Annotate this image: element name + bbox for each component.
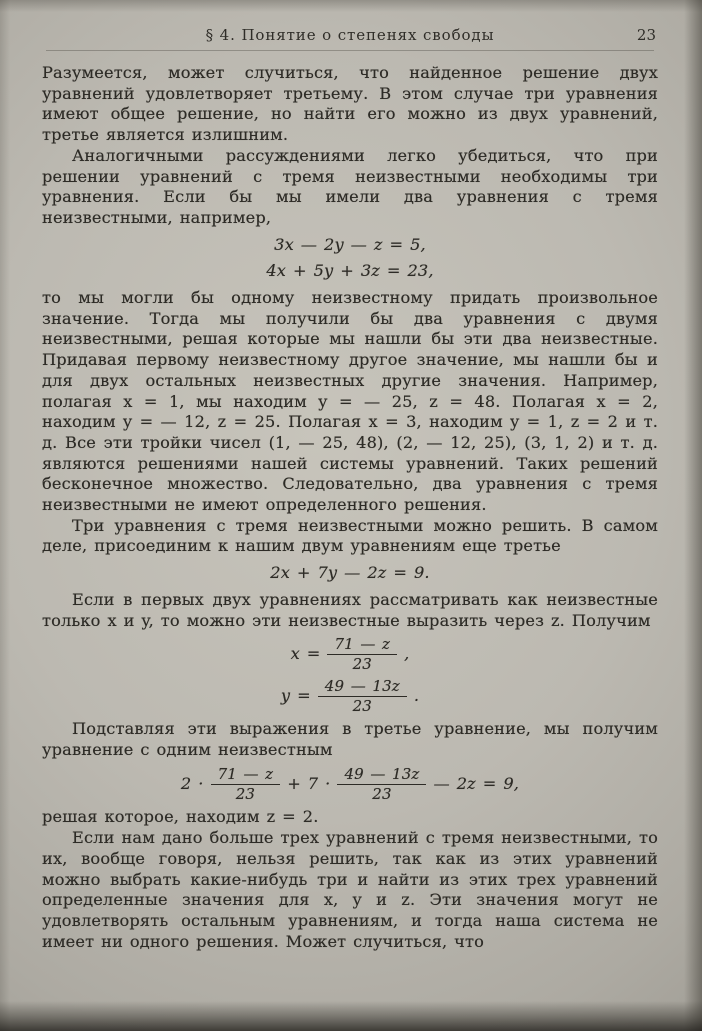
paragraph: Три уравнения с тремя неизвестными можно решить. В самом деле, присоединим к нашим двум уравнениям еще третье: [42, 515, 658, 556]
fraction-numerator: 49 — 13z: [318, 678, 407, 697]
body-text: [42, 63, 658, 952]
paragraph: то мы могли бы одному неизвестному придать произвольное значение. Тогда мы получили бы два уравнения с двумя неизвестными, решая которые мы нашли бы эти два неизвестные. Придавая первому неизвестному другое значение, мы нашли бы и для двух остальных неизвестных другие значения. Например, полагая x = 1, мы находим y = — 25, z = 48. Полагая x = 2, находим y = — 12, z = 25. Полагая x = 3, находим y = 1, z = 2 и т. д. Все эти тройки чисел (1, — 25, 48), (2, — 12, 25), (3, 1, 2) и т. д. являются решениями нашей системы уравнений. Таких решений бесконечное множество. Следовательно, два уравнения с тремя неизвестными не имеют определенного решения.: [42, 288, 658, 515]
fraction-denominator: 23: [372, 784, 392, 803]
fraction-numerator: 71 — z: [211, 766, 281, 785]
paragraph: Если в первых двух уравнениях рассматривать как неизвестные только x и y, то можно эти неизвестные выразить через z. Получим: [42, 589, 658, 630]
equation-lhs: x =: [290, 644, 321, 664]
fraction: [327, 636, 397, 673]
paragraph: решая которое, находим z = 2.: [42, 807, 319, 827]
equation-line: 2x + 7y — 2z = 9.: [270, 563, 430, 583]
section-title: § 4. Понятие о степенях свободы: [205, 26, 495, 44]
paragraph: Подставляя эти выражения в третье уравнение, мы получим уравнение с одним неизвестным: [42, 719, 658, 760]
equation-suffix: .: [413, 685, 420, 705]
fraction: [318, 678, 407, 715]
fraction: [211, 766, 281, 803]
fraction: [337, 766, 426, 803]
paragraph: Если нам дано больше трех уравнений с тремя неизвестными, то их, вообще говоря, нельзя решить, так как из этих уравнений можно выбрать какие-нибудь три и найти из этих трех уравнений определенные значения для x, y и z. Эти значения могут не удовлетворять остальным уравнениям, и тогда наша система не имеет ни одного решения. Может случиться, что: [42, 828, 658, 951]
paragraph: Аналогичными рассуждениями легко убедиться, что при решении уравнений с тремя неизвестными необходимы три уравнения. Если бы мы имели два уравнения с тремя неизвестными, например,: [42, 145, 658, 227]
fraction-denominator: 23: [352, 696, 372, 715]
fraction-denominator: 23: [235, 784, 256, 803]
fraction-denominator: 23: [352, 655, 372, 674]
equation-fraction: [42, 636, 658, 673]
page-number: 23: [636, 26, 656, 44]
scan-shadow-bottom: [0, 1001, 702, 1031]
equation-fraction: [42, 766, 658, 803]
equation-fraction: [42, 678, 658, 715]
page-header: [42, 26, 658, 51]
equation-line: 4x + 5y + 3z = 23,: [266, 261, 434, 281]
equation-term: — 2z = 9,: [433, 773, 520, 793]
equation-lhs: y =: [280, 685, 311, 705]
equation-line: 3x — 2y — z = 5,: [274, 234, 426, 254]
equation-term: 2 ·: [180, 773, 204, 793]
paragraph: Разумеется, может случиться, что найденное решение двух уравнений удовлетворяет третьему. В этом случае три уравнения имеют общее решение, но найти его можно из двух уравнений, третье является излишним.: [42, 63, 658, 145]
equation-term: + 7 ·: [287, 773, 331, 793]
equation-suffix: ,: [404, 644, 410, 664]
fraction-numerator: 71 — z: [327, 636, 397, 655]
fraction-numerator: 49 — 13z: [337, 766, 426, 785]
